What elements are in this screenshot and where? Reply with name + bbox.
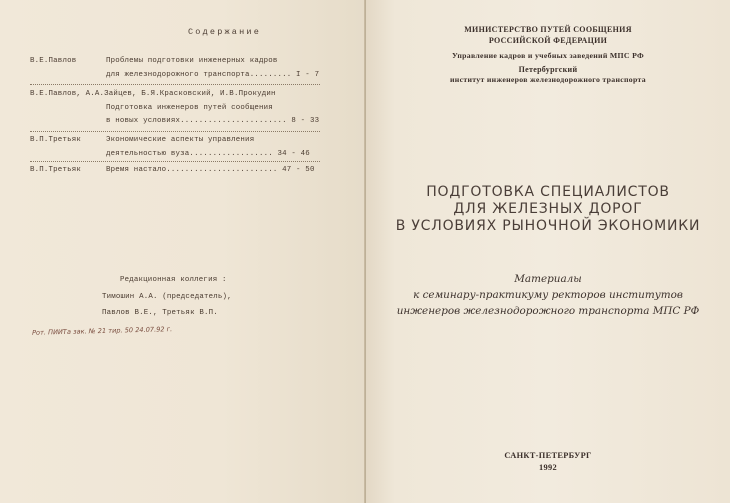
toc-entry-1-author: В.Е.Павлов [30, 57, 77, 65]
toc-separator [30, 131, 320, 132]
institute-name: институт инженеров железнодорожного транспорта [450, 75, 646, 84]
ministry-country: РОССИЙСКОЙ ФЕДЕРАЦИИ [488, 36, 608, 45]
toc-entry-2-line-1: Подготовка инженеров путей сообщения [106, 104, 273, 112]
editorial-board-member-line: Павлов В.Е., Третьяк В.П. [102, 309, 218, 317]
publication-city: САНКТ-ПЕТЕРБУРГ [504, 451, 592, 460]
subtitle-line-3: инженеров железнодорожного транспорта МПС РФ [396, 305, 700, 317]
right-page-title [366, 0, 730, 503]
toc-entry-2-line-2: в новых условиях....................... 8 - 33 [106, 117, 320, 125]
document-title-line-1: ПОДГОТОВКА СПЕЦИАЛИСТОВ [426, 184, 670, 200]
toc-entry-3-author: В.П.Третьяк [30, 136, 81, 144]
toc-entry-4-author: В.П.Третьяк [30, 166, 81, 174]
department-name: Управление кадров и учебных заведений МПС РФ [451, 51, 645, 60]
document-title-line-3: В УСЛОВИЯХ РЫНОЧНОЙ ЭКОНОМИКИ [395, 218, 701, 234]
print-stamp: Рот. ПИИТа зак. № 21 тир. 50 24.07.92 г. [31, 325, 173, 337]
institute-city: Петербургский [518, 65, 578, 74]
toc-entry-2-authors: В.Е.Павлов, А.А.Зайцев, Б.Я.Красковский, И.В.Прокудин [30, 90, 276, 98]
toc-entry-1-line-2: для железнодорожного транспорта......... I - 7 [106, 71, 320, 79]
subtitle-line-2: к семинару-практикуму ректоров институтов [413, 289, 683, 301]
toc-separator [30, 84, 320, 85]
editorial-board-member-line: Тимошин А.А. (председатель), [102, 293, 232, 301]
ministry-name: МИНИСТЕРСТВО ПУТЕЙ СООБЩЕНИЯ [464, 25, 632, 34]
contents-heading: Содержание [188, 27, 262, 37]
toc-entry-1-line-1: Проблемы подготовки инженерных кадров [106, 57, 278, 65]
document-title-line-2: ДЛЯ ЖЕЛЕЗНЫХ ДОРОГ [453, 201, 643, 217]
editorial-board-heading: Редакционная коллегия : [120, 276, 227, 284]
toc-entry-4-line-1: Время настало........................ 47 - 50 [106, 166, 315, 174]
toc-entry-3-line-2: деятельностью вуза.................. 34 - 46 [106, 150, 310, 158]
toc-entry-3-line-1: Экономические аспекты управления [106, 136, 255, 144]
toc-separator [30, 161, 320, 162]
subtitle-materials: Материалы [514, 273, 582, 285]
publication-year: 1992 [539, 463, 557, 472]
